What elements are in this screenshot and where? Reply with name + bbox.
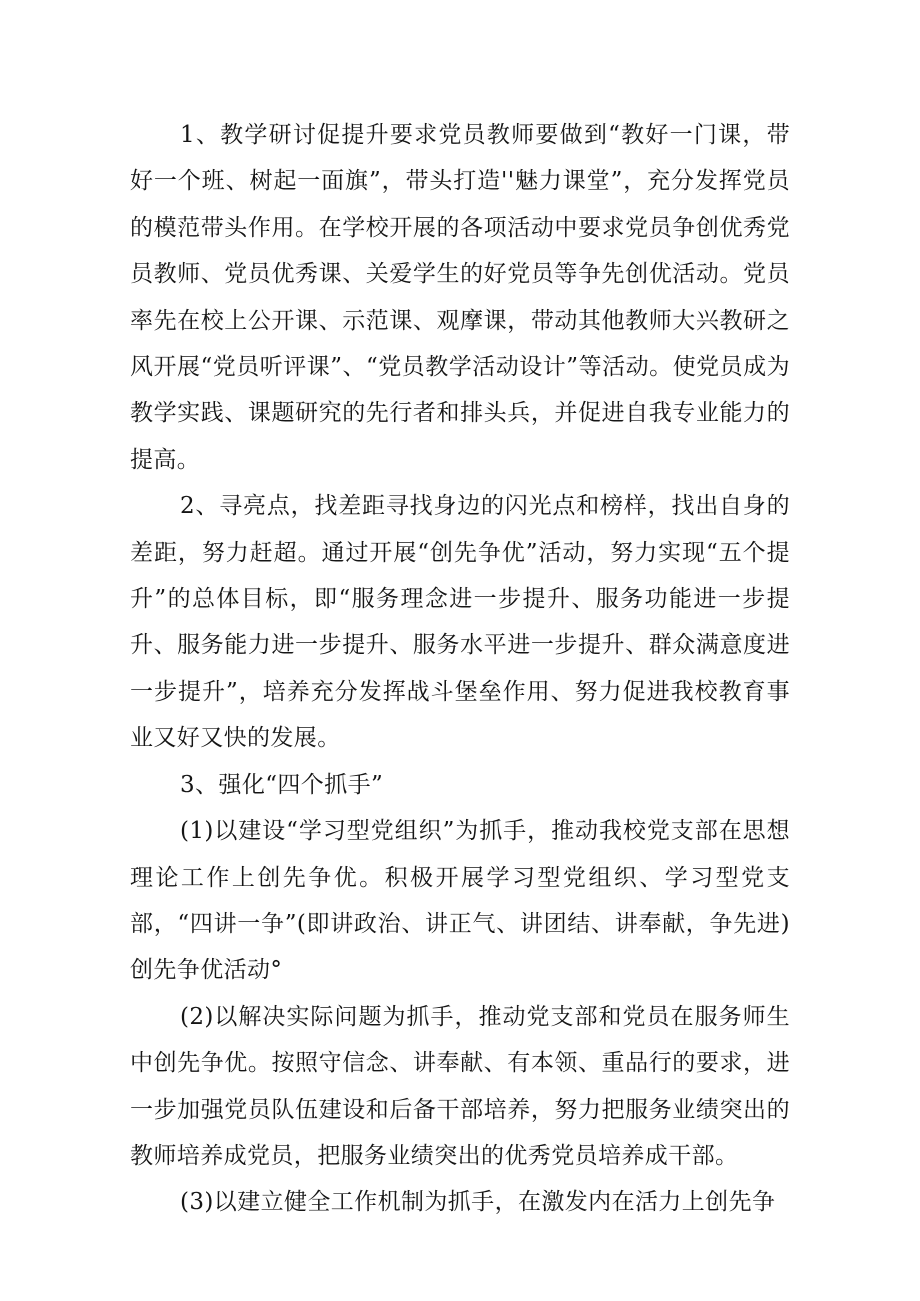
paragraph-item-1-learning-party: (1)以建设“学习型党组织”为抓手，推动我校党支部在思想理论工作上创先争优。积极开展学习型党组织、学习型党支部，“四讲一争”(即讲政治、讲正气、讲团结、讲奉献，争先进)创先争优活动°	[130, 818, 790, 984]
paragraph-teaching-research: 1、教学研讨促提升要求党员教师要做到“教好一门课，带好一个班、树起一面旗”，带头打造''魅力课堂”，充分发挥党员的模范带头作用。在学校开展的各项活动中要求党员争创优秀党员教师、党员优秀课、关爱学生的好党员等争先创优活动。党员率先在校上公开课、示范课、观摩课，带动其他教师大兴教研之风开展“党员听评课”、“党员教学活动设计”等活动。使党员成为教学实践、课题研究的先行者和排头兵，并促进自我专业能力的提高。	[130, 122, 790, 473]
document-body	[130, 112, 790, 1226]
paragraph-find-highlights: 2、寻亮点，找差距寻找身边的闪光点和榜样，找出自身的差距，努力赶超。通过开展“创先争优”活动，努力实现“五个提升”的总体目标，即“服务理念进一步提升、服务功能进一步提升、服务能力进一步提升、服务水平进一步提升、群众满意度进一步提升”，培养充分发挥战斗堡垒作用、努力促进我校教育事业又好又快的发展。	[130, 493, 790, 752]
paragraph-item-2-solve-problems: (2)以解决实际问题为抓手，推动党支部和党员在服务师生中创先争优。按照守信念、讲奉献、有本领、重品行的要求，进一步加强党员队伍建设和后备干部培养，努力把服务业绩突出的教师培养成党员，把服务业绩突出的优秀党员培养成干部。	[130, 1003, 790, 1169]
paragraph-item-3-work-mechanism: (3)以建立健全工作机制为抓手，在激发内在活力上创先争	[180, 1189, 776, 1216]
paragraph-four-handles-heading: 3、强化“四个抓手”	[180, 771, 384, 798]
